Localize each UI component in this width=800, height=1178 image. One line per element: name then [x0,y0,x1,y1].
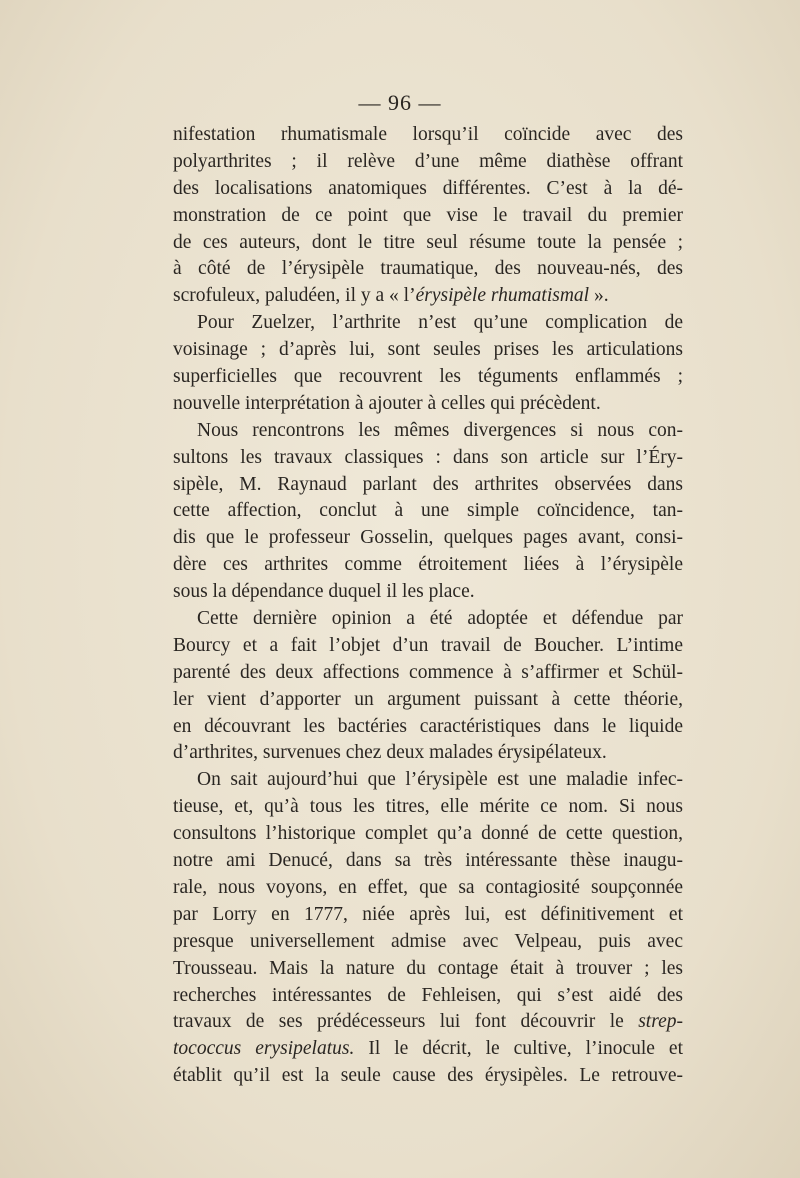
text-line [173,821,683,848]
text-segment: Il le décrit, le cultive, l’inocule et [354,1038,683,1060]
text-segment: Trousseau. Mais la nature du contage était à trouver ; les [173,957,683,979]
text-line [173,767,683,794]
text-segment: polyarthrites ; il relève d’une même diathèse offrant [173,150,683,172]
text-line [173,983,683,1010]
text-segment: voisinage ; d’après lui, sont seules prises les articulations [173,339,683,361]
italic-text: tococcus erysipelatus. [173,1038,355,1060]
text-segment: sipèle, M. Raynaud parlant des arthrites observées dans [173,473,683,495]
text-segment: Pour Zuelzer, l’arthrite n’est qu’une complication de [197,312,683,334]
text-line [173,525,683,552]
text-segment: tieuse, et, qu’à tous les titres, elle mérite ce nom. Si nous [173,796,683,818]
text-line [173,633,683,660]
text-line [173,875,683,902]
text-segment: de ces auteurs, dont le titre seul résume toute la pensée ; [173,231,683,253]
text-segment: travaux de ses prédécesseurs lui font découvrir le [173,1011,639,1033]
text-line [173,256,683,283]
text-line [173,956,683,983]
text-line [173,606,683,633]
italic-text: strep- [638,1011,683,1033]
text-segment: dis que le professeur Gosselin, quelques pages avant, consi- [173,527,683,549]
text-segment: consultons l’historique complet qu’a donné de cette question, [173,823,683,845]
text-segment: dère ces arthrites comme étroitement liées à l’érysipèle [173,554,683,576]
body-text [173,122,683,1090]
text-line [173,418,683,445]
text-line [173,794,683,821]
text-segment: à côté de l’érysipèle traumatique, des nouveau-nés, des [173,258,683,280]
text-segment: Cette dernière opinion a été adoptée et défendue par [197,608,683,630]
text-line [173,902,683,929]
text-line [173,1063,683,1090]
text-segment: nifestation rhumatismale lorsqu’il coïncide avec des [173,124,683,145]
text-segment: superficielles que recouvrent les téguments enflammés ; [173,366,683,388]
text-segment: On sait aujourd’hui que l’érysipèle est une maladie infec- [197,769,683,791]
text-segment: cette affection, conclut à une simple coïncidence, tan- [173,500,683,522]
text-line [173,848,683,875]
text-line [173,1036,683,1063]
text-line [173,552,683,579]
text-segment: sultons les travaux classiques : dans son article sur l’Éry- [173,446,683,468]
text-segment: ». [589,285,609,307]
text-line [173,364,683,391]
page-number: — 96 — [358,90,442,115]
text-line [173,579,683,606]
text-line [173,230,683,257]
text-segment: notre ami Denucé, dans sa très intéressante thèse inaugu- [173,850,683,872]
text-segment: établit qu’il est la seule cause des érysipèles. Le retrouve- [173,1065,683,1087]
text-line [173,391,683,418]
text-line [173,203,683,230]
text-segment: des localisations anatomiques différentes. C’est à la dé- [173,177,683,199]
text-segment: par Lorry en 1777, niée après lui, est définitivement et [173,903,683,925]
text-line [173,929,683,956]
text-segment: nouvelle interprétation à ajouter à celles qui précèdent. [173,392,601,414]
text-segment: presque universellement admise avec Velpeau, puis avec [173,930,683,952]
text-line [173,740,683,767]
italic-text: érysipèle rhumatismal [415,285,590,307]
text-segment: rale, nous voyons, en effet, que sa contagiosité soupçonnée [173,876,683,898]
text-line [173,337,683,364]
text-segment: en découvrant les bactéries caractéristiques dans le liquide [173,715,683,737]
text-segment: recherches intéressantes de Fehleisen, qui s’est aidé des [173,984,683,1006]
text-segment: monstration de ce point que vise le travail du premier [173,204,683,226]
text-line [173,1009,683,1036]
text-segment: d’arthrites, survenues chez deux malades érysipélateux. [173,742,607,764]
text-line [173,472,683,499]
text-segment: ler vient d’apporter un argument puissant à cette théorie, [173,688,683,710]
text-segment: Nous rencontrons les mêmes divergences si nous con- [197,419,683,441]
text-line [173,445,683,472]
text-line [173,687,683,714]
text-line [173,660,683,687]
text-line [173,310,683,337]
text-line [173,714,683,741]
text-segment: scrofuleux, paludéen, il y a « l’ [173,285,416,307]
text-segment: parenté des deux affections commence à s’affirmer et Schül- [173,661,683,683]
text-line [173,176,683,203]
text-segment: sous la dépendance duquel il les place. [173,581,475,603]
text-line [173,149,683,176]
text-line [173,122,683,149]
text-line [173,283,683,310]
text-segment: Bourcy et a fait l’objet d’un travail de Boucher. L’intime [173,634,683,656]
text-line [173,498,683,525]
